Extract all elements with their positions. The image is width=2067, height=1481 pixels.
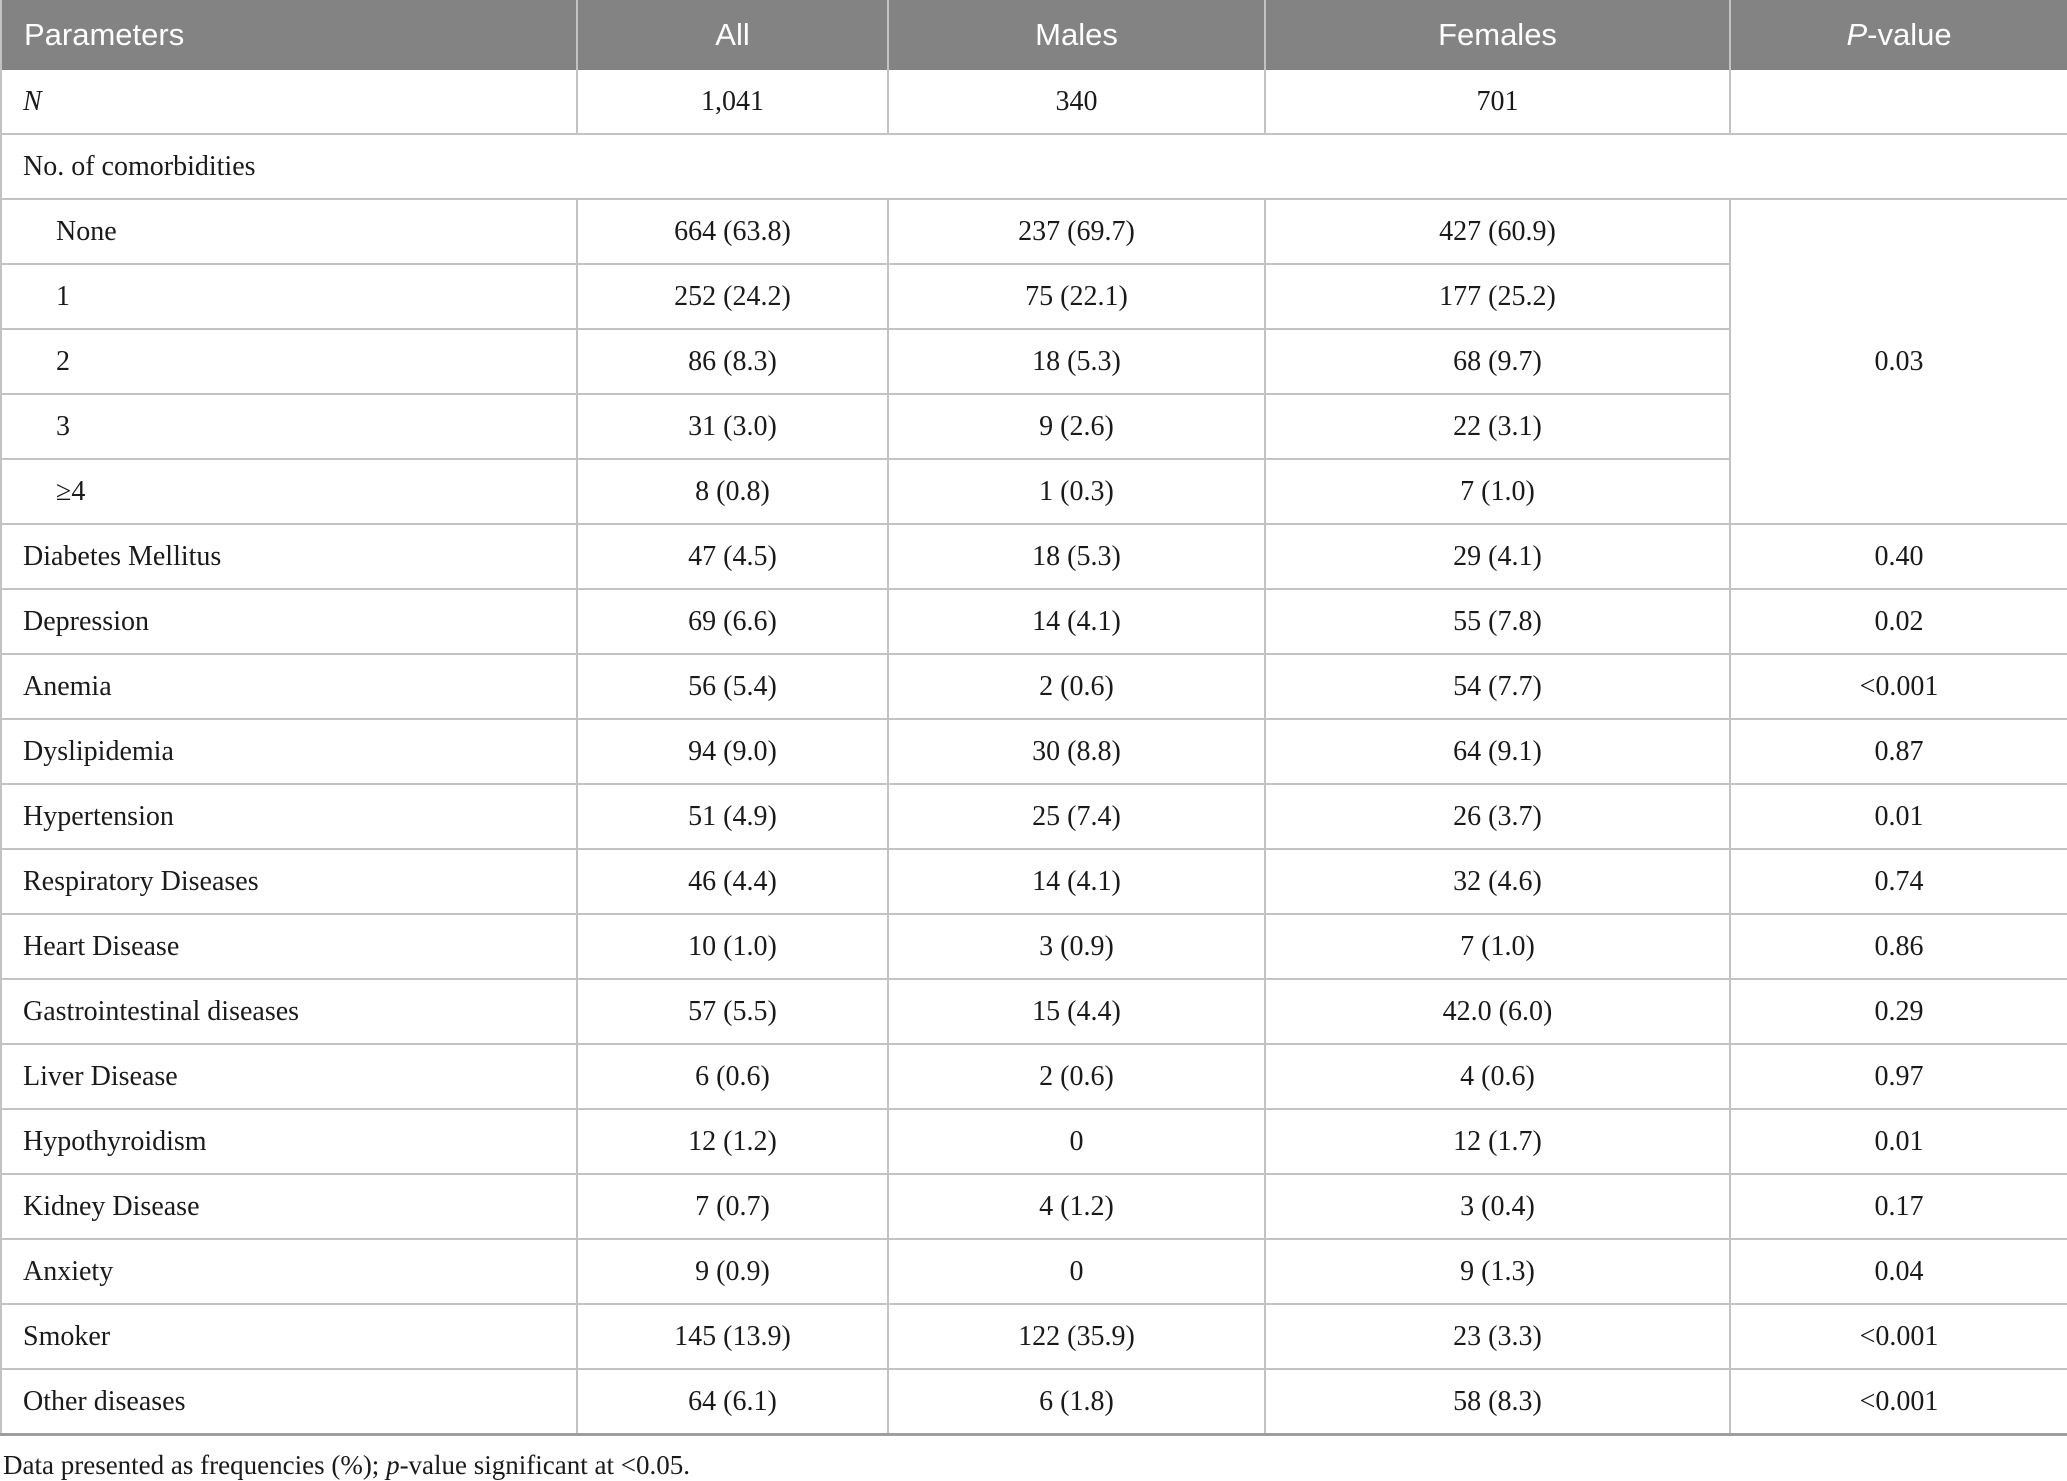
- header-pvalue: [1730, 0, 2067, 70]
- header-parameters: Parameters: [1, 0, 577, 70]
- cell-females: 22 (3.1): [1265, 394, 1730, 459]
- row-label: 1: [1, 264, 577, 329]
- cell-females: 7 (1.0): [1265, 914, 1730, 979]
- cell-males: 340: [888, 70, 1265, 134]
- table-row: [1, 784, 2067, 849]
- cell-all: 69 (6.6): [577, 589, 888, 654]
- cell-males: 122 (35.9): [888, 1304, 1265, 1369]
- table-row: [1, 1174, 2067, 1239]
- cell-males: 25 (7.4): [888, 784, 1265, 849]
- row-label: Kidney Disease: [1, 1174, 577, 1239]
- cell-females: 3 (0.4): [1265, 1174, 1730, 1239]
- footnote-italic-p: p: [386, 1450, 400, 1480]
- row-label: Respiratory Diseases: [1, 849, 577, 914]
- cell-females: 68 (9.7): [1265, 329, 1730, 394]
- row-label: 2: [1, 329, 577, 394]
- cell-all: 252 (24.2): [577, 264, 888, 329]
- cell-pvalue: 0.40: [1730, 524, 2067, 589]
- table-row: [1, 1239, 2067, 1304]
- table-row: [1, 849, 2067, 914]
- cell-pvalue: 0.74: [1730, 849, 2067, 914]
- row-label: Anxiety: [1, 1239, 577, 1304]
- table-row: [1, 654, 2067, 719]
- table-row: [1, 914, 2067, 979]
- header-females: Females: [1265, 0, 1730, 70]
- table-header-row: [1, 0, 2067, 70]
- cell-males: 18 (5.3): [888, 329, 1265, 394]
- cell-all: 46 (4.4): [577, 849, 888, 914]
- table-row: [1, 199, 2067, 264]
- table-row: [1, 524, 2067, 589]
- cell-females: 9 (1.3): [1265, 1239, 1730, 1304]
- cell-pvalue: 0.01: [1730, 1109, 2067, 1174]
- row-label: Hypothyroidism: [1, 1109, 577, 1174]
- cell-pvalue: 0.86: [1730, 914, 2067, 979]
- cell-all: 8 (0.8): [577, 459, 888, 524]
- table-row: [1, 979, 2067, 1044]
- row-label: Liver Disease: [1, 1044, 577, 1109]
- row-label: Heart Disease: [1, 914, 577, 979]
- row-label: ≥4: [1, 459, 577, 524]
- cell-females: 4 (0.6): [1265, 1044, 1730, 1109]
- cell-all: 51 (4.9): [577, 784, 888, 849]
- cell-pvalue: <0.001: [1730, 1304, 2067, 1369]
- cell-males: 0: [888, 1239, 1265, 1304]
- cell-females: 12 (1.7): [1265, 1109, 1730, 1174]
- header-pvalue-italic-p: P: [1846, 17, 1868, 52]
- cell-females: 32 (4.6): [1265, 849, 1730, 914]
- cell-pvalue: 0.02: [1730, 589, 2067, 654]
- row-label: Dyslipidemia: [1, 719, 577, 784]
- cell-males: 1 (0.3): [888, 459, 1265, 524]
- row-label: None: [1, 199, 577, 264]
- row-label: Depression: [1, 589, 577, 654]
- table-row: [1, 1369, 2067, 1435]
- cell-males: 2 (0.6): [888, 1044, 1265, 1109]
- cell-females: 58 (8.3): [1265, 1369, 1730, 1435]
- row-label: Anemia: [1, 654, 577, 719]
- cell-pvalue: <0.001: [1730, 1369, 2067, 1435]
- cell-all: 9 (0.9): [577, 1239, 888, 1304]
- cell-all: 64 (6.1): [577, 1369, 888, 1435]
- cell-all: 94 (9.0): [577, 719, 888, 784]
- row-label: Hypertension: [1, 784, 577, 849]
- row-label: 3: [1, 394, 577, 459]
- cell-females: 26 (3.7): [1265, 784, 1730, 849]
- row-label: Diabetes Mellitus: [1, 524, 577, 589]
- cell-females: 177 (25.2): [1265, 264, 1730, 329]
- cell-females: 701: [1265, 70, 1730, 134]
- cell-pvalue: 0.97: [1730, 1044, 2067, 1109]
- cell-all: 31 (3.0): [577, 394, 888, 459]
- table-row: [1, 70, 2067, 134]
- cell-females: 23 (3.3): [1265, 1304, 1730, 1369]
- table-row: [1, 719, 2067, 784]
- cell-pvalue: 0.04: [1730, 1239, 2067, 1304]
- cell-pvalue: [1730, 70, 2067, 134]
- cell-all: 12 (1.2): [577, 1109, 888, 1174]
- cell-males: 9 (2.6): [888, 394, 1265, 459]
- cell-males: 14 (4.1): [888, 589, 1265, 654]
- cell-all: 145 (13.9): [577, 1304, 888, 1369]
- table-row: [1, 589, 2067, 654]
- cell-all: 86 (8.3): [577, 329, 888, 394]
- row-label: N: [1, 70, 577, 134]
- table-row: [1, 1109, 2067, 1174]
- table-body: [1, 70, 2067, 1435]
- row-label: Other diseases: [1, 1369, 577, 1435]
- row-label: Gastrointestinal diseases: [1, 979, 577, 1044]
- cell-males: 2 (0.6): [888, 654, 1265, 719]
- cell-all: 1,041: [577, 70, 888, 134]
- cell-females: 29 (4.1): [1265, 524, 1730, 589]
- table-footnote: [3, 1450, 2067, 1481]
- cell-males: 30 (8.8): [888, 719, 1265, 784]
- cell-pvalue: 0.17: [1730, 1174, 2067, 1239]
- header-pvalue-rest: -value: [1867, 17, 1952, 52]
- cell-males: 237 (69.7): [888, 199, 1265, 264]
- table-row: [1, 1304, 2067, 1369]
- cell-females: 42.0 (6.0): [1265, 979, 1730, 1044]
- cell-all: 56 (5.4): [577, 654, 888, 719]
- cell-pvalue: 0.29: [1730, 979, 2067, 1044]
- cell-all: 47 (4.5): [577, 524, 888, 589]
- header-all: All: [577, 0, 888, 70]
- cell-females: 7 (1.0): [1265, 459, 1730, 524]
- table-row: [1, 134, 2067, 199]
- row-label-section: No. of comorbidities: [1, 134, 2067, 199]
- cell-pvalue: 0.87: [1730, 719, 2067, 784]
- cell-pvalue-merged: 0.03: [1730, 199, 2067, 524]
- cell-all: 10 (1.0): [577, 914, 888, 979]
- cell-all: 7 (0.7): [577, 1174, 888, 1239]
- row-label: Smoker: [1, 1304, 577, 1369]
- table-row: [1, 1044, 2067, 1109]
- footnote-post: -value significant at <0.05.: [399, 1450, 690, 1480]
- header-males: Males: [888, 0, 1265, 70]
- cell-males: 0: [888, 1109, 1265, 1174]
- cell-females: 64 (9.1): [1265, 719, 1730, 784]
- cell-males: 3 (0.9): [888, 914, 1265, 979]
- cell-all: 664 (63.8): [577, 199, 888, 264]
- cell-pvalue: 0.01: [1730, 784, 2067, 849]
- cell-males: 18 (5.3): [888, 524, 1265, 589]
- cell-males: 6 (1.8): [888, 1369, 1265, 1435]
- cell-males: 15 (4.4): [888, 979, 1265, 1044]
- cell-males: 75 (22.1): [888, 264, 1265, 329]
- cell-all: 6 (0.6): [577, 1044, 888, 1109]
- cell-females: 55 (7.8): [1265, 589, 1730, 654]
- cell-pvalue: <0.001: [1730, 654, 2067, 719]
- cell-males: 4 (1.2): [888, 1174, 1265, 1239]
- cell-all: 57 (5.5): [577, 979, 888, 1044]
- cell-males: 14 (4.1): [888, 849, 1265, 914]
- cell-females: 427 (60.9): [1265, 199, 1730, 264]
- footnote-pre: Data presented as frequencies (%);: [3, 1450, 387, 1480]
- cell-females: 54 (7.7): [1265, 654, 1730, 719]
